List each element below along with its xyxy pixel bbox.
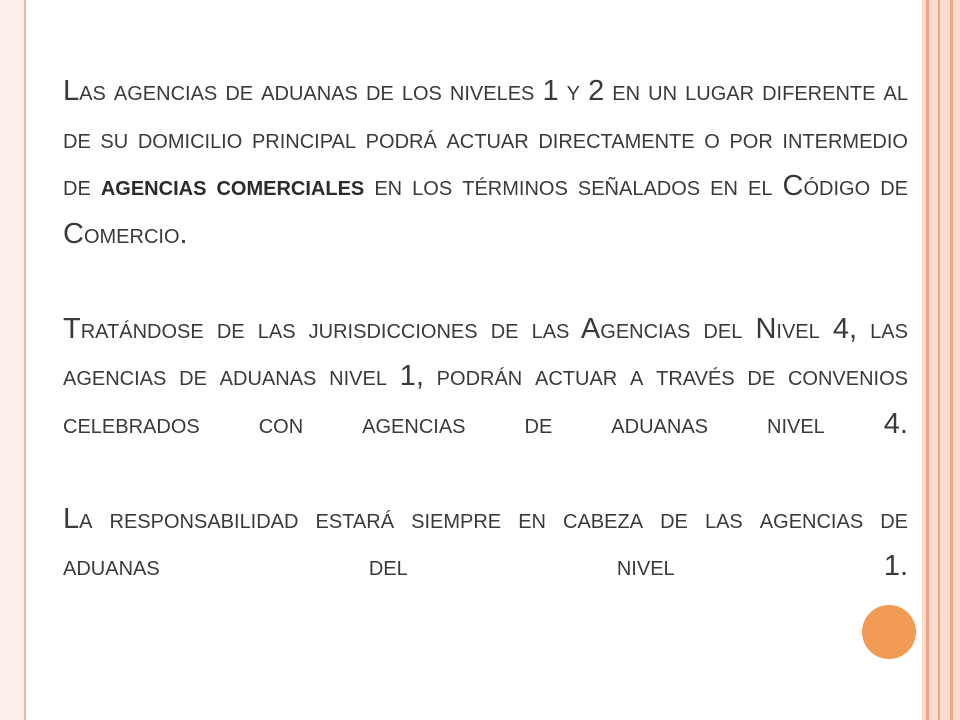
left-border-band	[0, 0, 24, 720]
right-border-line-2	[938, 0, 940, 720]
bold-term-agencias: agencias	[100, 170, 207, 202]
paragraph-1	[63, 68, 908, 258]
bold-term-comerciales: comerciales	[216, 170, 365, 202]
left-border-line	[24, 0, 26, 720]
highlighted-number: 1.	[883, 550, 908, 582]
paragraph-2: Tratándose de las jurisdicciones de las Agencias del Nivel 4, las agencias de aduanas nivel 1, podrán actuar a través de convenios celebrados con agencias de aduanas nivel 4.	[63, 312, 908, 440]
paragraph-3	[63, 496, 908, 591]
paragraph-3-text: La responsabilidad estará siempre en cabeza de las agencias de aduanas del nivel	[63, 502, 908, 582]
right-border-line-1	[926, 0, 929, 720]
slide-body	[63, 68, 908, 591]
right-border-line-3	[950, 0, 953, 720]
paragraph-1-text-b: en los términos señalados en el Código de Comercio.	[63, 170, 908, 250]
highlight-circle	[862, 605, 916, 659]
paragraph-1-text-a: Las agencias de aduanas de los niveles 1 y 2 en un lugar diferente al de su domicilio principal podrá actuar directamente o por intermedio de	[63, 75, 908, 202]
bold-spacer	[206, 170, 216, 202]
